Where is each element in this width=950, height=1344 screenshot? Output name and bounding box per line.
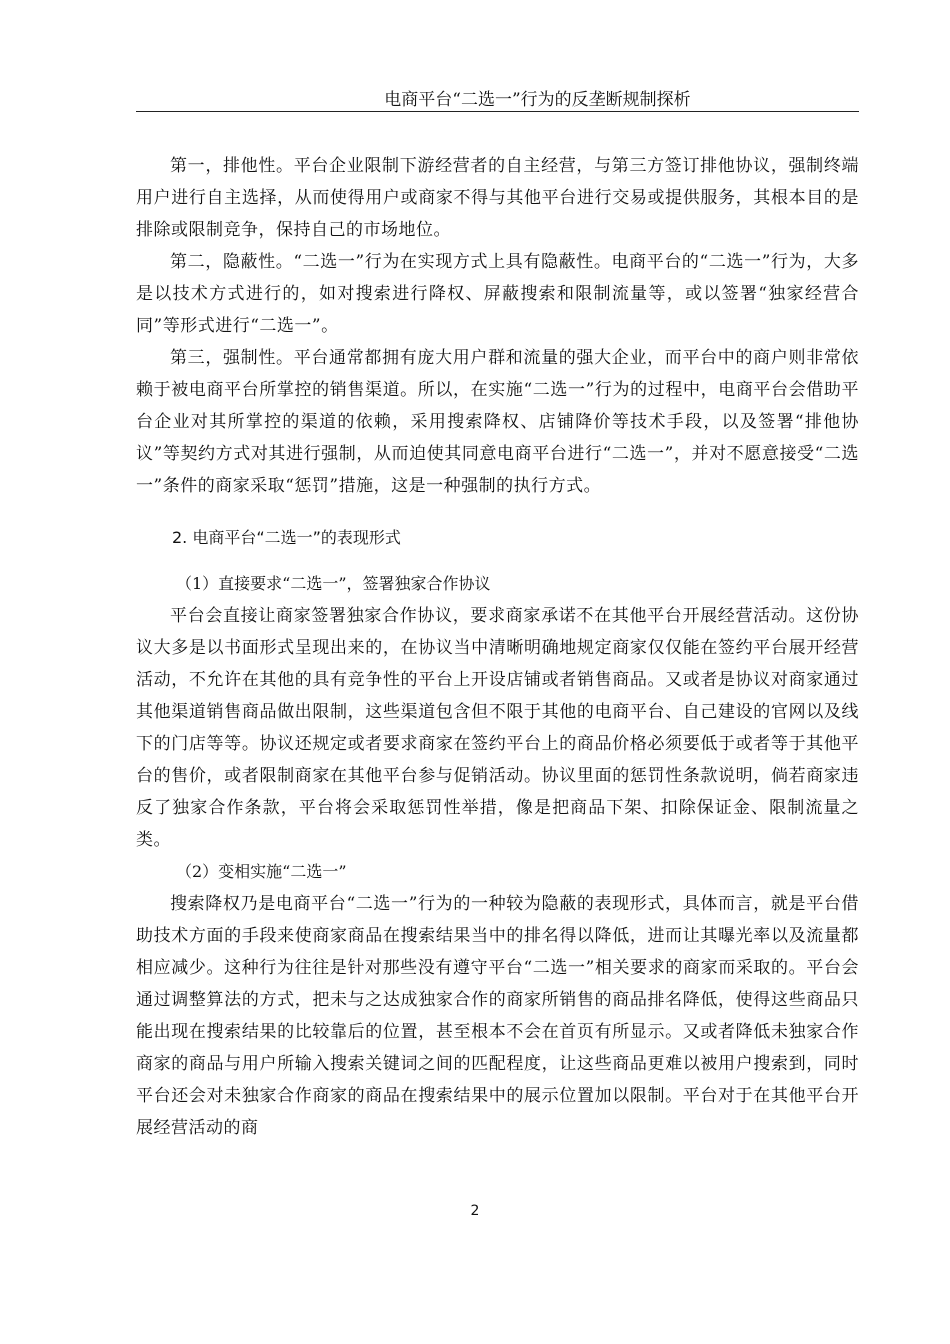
document-body [136,150,859,1144]
paragraph-disguised-implementation: 搜索降权乃是电商平台“二选一”行为的一种较为隐蔽的表现形式，具体而言，就是平台借助技术方面的手段来使商家商品在搜索结果当中的排名得以降低，进而让其曝光率以及流量都相应减少。这种行为往往是针对那些没有遵守平台“二选一”相关要求的商家而采取的。平台会通过调整算法的方式，把未与之达成独家合作的商家所销售的商品排名降低，使得这些商品只能出现在搜索结果的比较靠后的位置，甚至根本不会在首页有所显示。又或者降低未独家合作商家的商品与用户所输入搜索关键词之间的匹配程度，让这些商品更难以被用户搜索到，同时平台还会对未独家合作商家的商品在搜索结果中的展示位置加以限制。平台对于在其他平台开展经营活动的商 [136,894,859,1138]
paragraph-exclusivity: 第一，排他性。平台企业限制下游经营者的自主经营，与第三方签订排他协议，强制终端用户进行自主选择，从而使得用户或商家不得与其他平台进行交易或提供服务，其根本目的是排除或限制竞争，保持自己的市场地位。 [136,156,859,240]
subheading-disguised-implementation: （2）变相实施“二选一” [176,862,347,881]
running-header [136,89,859,112]
paragraph-direct-requirement: 平台会直接让商家签署独家合作协议，要求商家承诺不在其他平台开展经营活动。这份协议大多是以书面形式呈现出来的，在协议当中清晰明确地规定商家仅仅能在签约平台展开经营活动，不允许在其他的具有竞争性的平台上开设店铺或者销售商品。又或者是协议对商家通过其他渠道销售商品做出限制，这些渠道包含但不限于其他的电商平台、自己建设的官网以及线下的门店等等。协议还规定或者要求商家在签约平台上的商品价格必须要低于或者等于其他平台的售价，或者限制商家在其他平台参与促销活动。协议里面的惩罚性条款说明，倘若商家违反了独家合作条款，平台将会采取惩罚性举措，像是把商品下架、扣除保证金、限制流量之类。 [136,606,859,850]
page-number: 2 [470,1203,480,1219]
subheading-direct-requirement: （1）直接要求“二选一”，签署独家合作协议 [176,574,491,593]
paragraph-concealment: 第二，隐蔽性。“二选一”行为在实现方式上具有隐蔽性。电商平台的“二选一”行为，大多是以技术方式进行的，如对搜索进行降权、屏蔽搜索和限制流量等，或以签署“独家经营合同”等形式进行“二选一”。 [136,252,859,336]
section-heading: 2. 电商平台“二选一”的表现形式 [172,528,401,547]
paragraph-coercion: 第三，强制性。平台通常都拥有庞大用户群和流量的强大企业，而平台中的商户则非常依赖于被电商平台所掌控的销售渠道。所以，在实施“二选一”行为的过程中，电商平台会借助平台企业对其所掌控的渠道的依赖，采用搜索降权、店铺降价等技术手段，以及签署“排他协议”等契约方式对其进行强制，从而迫使其同意电商平台进行“二选一”，并对不愿意接受“二选一”条件的商家采取“惩罚”措施，这是一种强制的执行方式。 [136,348,859,496]
running-header-title: 电商平台“二选一”行为的反垄断规制探析 [384,90,691,110]
